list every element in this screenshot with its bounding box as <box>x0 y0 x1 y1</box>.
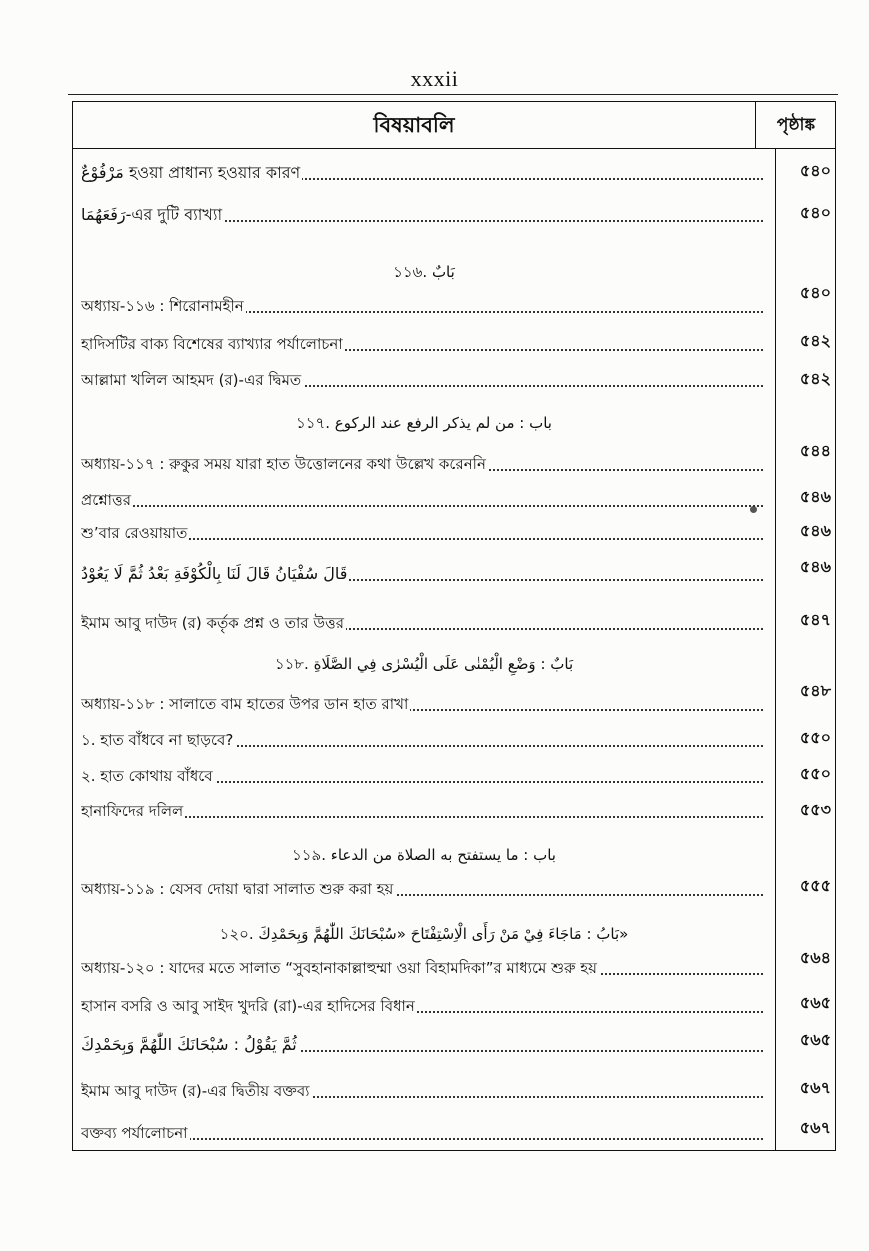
toc-entry: مَرْفُوْعٌ হওয়া প্রাধান্য হওয়ার কারণ <box>81 158 763 188</box>
chapter-heading: ১১৭. باب : من لم يذكر الرفع عند الركوع <box>296 414 552 432</box>
toc-page-number: ৫৪২ <box>799 369 831 388</box>
toc-page-number: ৫৫৩ <box>799 800 831 819</box>
contents-table <box>72 101 836 1151</box>
toc-page-number: ৫৪০ <box>799 161 831 180</box>
chapter-heading: ১১৬. بَابٌ <box>393 263 455 281</box>
toc-entry: ইমাম আবু দাউদ (র)-এর দ্বিতীয় বক্তব্য <box>81 1076 763 1106</box>
page-column-divider <box>775 148 776 1150</box>
chapter-heading: ১১৮. بَابٌ : وَضْعِ الْيُمْنٰى عَلَى الْيُسْرٰى فِي الصَّلَاةِ <box>274 655 574 673</box>
toc-entry: প্রশ্নোত্তর <box>81 485 763 515</box>
toc-entry: অধ্যায়-১১৭ : রুকুর সময় যারা হাত উত্তোলনের কথা উল্লেখ করেননি <box>81 449 763 479</box>
toc-page-number: ৫৪৪ <box>799 441 831 460</box>
toc-page-number: ৫৪৬ <box>799 557 831 576</box>
toc-entry: ইমাম আবু দাউদ (র) কর্তৃক প্রশ্ন ও তার উত্তর <box>81 608 763 638</box>
toc-page-number: ৫৫০ <box>799 764 831 783</box>
toc-entry: ২. হাত কোথায় বাঁধবে <box>81 761 763 791</box>
toc-entry: শু’বার রেওয়ায়াত <box>81 518 763 548</box>
toc-page-number: ৫৪৬ <box>799 487 831 506</box>
toc-entry: قَالَ سُفْيَانُ قَالَ لَنَا بِالْكُوْفَةِ بَعْدُ ثُمَّ لَا يَعُوْدُ <box>81 559 763 589</box>
topics-column-header: বিষয়াবলি <box>373 113 455 137</box>
toc-entry: رَفَعَهُمَا-এর দুটি ব্যাখ্যা <box>81 200 763 230</box>
toc-page-number: ৫৪২ <box>799 331 831 350</box>
chapter-heading: ১২০. بَابُ : مَاجَاءَ فِيْ مَنْ رَأَى الْاِسْتِفْتَاحَ «سُبْحَانَكَ اللّٰهُمَّ وَبِحَمْدِكَ» <box>219 925 629 943</box>
toc-entry: হানাফিদের দলিল <box>81 796 763 826</box>
toc-page-number: ৫৫০ <box>799 728 831 747</box>
page-column-header: পৃষ্ঠাঙ্ক <box>755 102 836 148</box>
toc-entry: অধ্যায়-১২০ : যাদের মতে সালাত “সুবহানাকাল্লাহুম্মা ওয়া বিহামদিকা”র মাধ্যমে শুরু হয় <box>81 953 763 983</box>
toc-entry: ১. হাত বাঁধবে না ছাড়বে? <box>81 725 763 755</box>
toc-entry: অধ্যায়-১১৯ : যেসব দোয়া দ্বারা সালাত শুরু করা হয় <box>81 874 763 904</box>
toc-page-number: ৫৪০ <box>799 203 831 222</box>
toc-page-number: ৫৬৫ <box>799 1030 831 1049</box>
toc-entry: হাসান বসরি ও আবু সাইদ খুদরি (রা)-এর হাদিসের বিধান <box>81 991 763 1021</box>
page-number: xxxii <box>410 66 459 91</box>
toc-page-number: ৫৬৭ <box>799 1118 831 1137</box>
toc-entry: হাদিসটির বাক্য বিশেষের ব্যাখ্যার পর্যালোচনা <box>81 329 763 359</box>
toc-page-number: ৫৬৭ <box>799 1078 831 1097</box>
toc-entry: ثُمَّ يَقُوْلُ : سُبْحَانَكَ اللّٰهُمَّ وَبِحَمْدِكَ <box>81 1030 763 1060</box>
toc-page-number: ৫৪৬ <box>799 521 831 540</box>
chapter-heading: ১১৯. باب : ما يستفتح به الصلاة من الدعاء <box>292 846 556 864</box>
toc-page-number: ৫৪০ <box>799 283 831 302</box>
table-header <box>73 102 835 149</box>
top-rule <box>68 94 838 95</box>
toc-entry: অধ্যায়-১১৬ : শিরোনামহীন <box>81 291 763 321</box>
toc-page-number: ৫৪৮ <box>799 681 831 700</box>
toc-entry: অধ্যায়-১১৮ : সালাতে বাম হাতের উপর ডান হাত রাখা <box>81 689 763 719</box>
toc-page-number: ৫৪৭ <box>799 610 831 629</box>
toc-page-number: ৫৫৫ <box>799 876 831 895</box>
toc-page-number: ৫৬৫ <box>799 993 831 1012</box>
toc-entry: বক্তব্য পর্যালোচনা <box>81 1118 763 1148</box>
toc-entry: আল্লামা খলিল আহমদ (র)-এর দ্বিমত <box>81 365 763 395</box>
toc-page-number: ৫৬৪ <box>799 948 831 967</box>
